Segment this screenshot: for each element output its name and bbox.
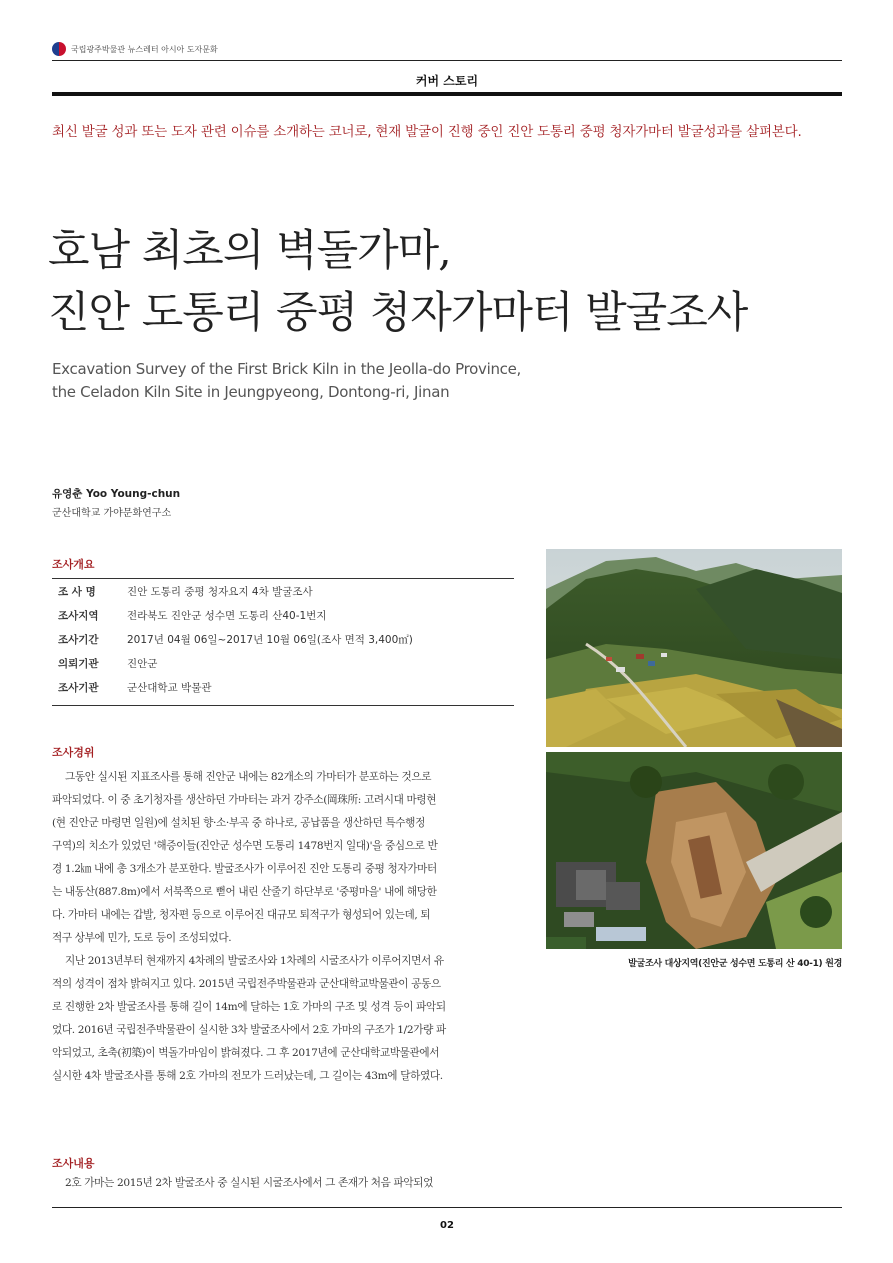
body-line: 지난 2013년부터 현재까지 4차례의 발굴조사와 1차례의 시굴조사가 이루어지면서 유 <box>65 955 444 967</box>
body-line: (현 진안군 마령면 일원)에 설치된 향·소·부곡 중 하나로, 공납품을 생산하던 특수행정 <box>52 817 425 829</box>
body-line: 악되었고, 초축(初築)이 벽돌가마임이 밝혀졌다. 그 후 2017년에 군산대학교박물관에서 <box>52 1047 440 1059</box>
overview-row <box>52 675 514 699</box>
body-line: 로 진행한 2차 발굴조사를 통해 길이 14m에 달하는 1호 가마의 구조 및 성격 등이 파악되 <box>52 1001 446 1013</box>
body-line: 2호 가마는 2015년 2차 발굴조사 중 실시된 시굴조사에서 그 존재가 처음 파악되었 <box>65 1177 434 1189</box>
photo-caption: 발굴조사 대상지역(진안군 성수면 도통리 산 40-1) 원경 <box>628 959 842 969</box>
history-heading: 조사경위 <box>52 746 95 759</box>
body-line: 는 내동산(887.8m)에서 서북쪽으로 뻗어 내린 산줄기 하단부로 '중평마을' 내에 해당한 <box>52 886 437 898</box>
overview-key: 조 사 명 <box>58 585 96 598</box>
title-line-2: 진안 도통리 중평 청자가마터 발굴조사 <box>48 288 748 338</box>
body-line: 실시한 4차 발굴조사를 통해 2호 가마의 전모가 드러났는데, 그 길이는 43m에 달하였다. <box>52 1070 443 1082</box>
header-divider <box>52 60 842 61</box>
publication-name: 국립광주박물관 뉴스레터 아시아 도자문화 <box>71 44 218 54</box>
author-name: 유영춘 Yoo Young-chun <box>52 488 181 500</box>
section-divider <box>52 92 842 96</box>
overview-row <box>52 651 514 675</box>
section-label: 커버 스토리 <box>415 74 479 88</box>
subtitle-line-1: Excavation Survey of the First Brick Kiln in the Jeolla-do Province, <box>52 360 522 378</box>
content-body <box>52 1172 516 1195</box>
overview-value: 전라북도 진안군 성수면 도통리 산40-1번지 <box>127 609 327 622</box>
overview-heading: 조사개요 <box>52 558 95 571</box>
content-heading: 조사내용 <box>52 1157 95 1170</box>
body-line: 적구 상부에 민가, 도로 등이 조성되었다. <box>52 932 232 944</box>
excavation-site-photo <box>546 752 842 949</box>
footer-divider <box>52 1207 842 1208</box>
overview-value: 2017년 04월 06일~2017년 10월 06일(조사 면적 3,400㎡) <box>127 633 413 646</box>
overview-row <box>52 603 514 627</box>
body-line: 파악되었다. 이 중 초기청자를 생산하던 가마터는 과거 강주소(岡珠所: 고려시대 마령현 <box>52 794 437 806</box>
overview-key: 조사지역 <box>58 609 99 622</box>
overview-table <box>52 578 514 706</box>
page-number: 02 <box>440 1220 454 1231</box>
overview-key: 조사기관 <box>58 681 99 694</box>
body-line: 적의 성격이 점차 밝혀지고 있다. 2015년 국립전주박물관과 군산대학교박물관이 공동으 <box>52 978 441 990</box>
page-header <box>52 38 842 60</box>
title-line-1: 호남 최초의 벽돌가마, <box>48 226 451 276</box>
overview-key: 조사기간 <box>58 633 99 646</box>
overview-row <box>52 627 514 651</box>
history-body <box>52 766 516 1088</box>
overview-value: 군산대학교 박물관 <box>127 681 212 694</box>
overview-value: 진안 도통리 중평 청자요지 4차 발굴조사 <box>127 585 313 598</box>
subtitle-line-2: the Celadon Kiln Site in Jeungpyeong, Dontong-ri, Jinan <box>52 383 450 401</box>
overview-row <box>52 579 514 603</box>
body-line: 다. 가마터 내에는 갑발, 청자편 등으로 이루어진 대규모 퇴적구가 형성되어 있는데, 퇴 <box>52 909 431 921</box>
article-title <box>48 220 848 344</box>
body-line: 경 1.2㎞ 내에 총 3개소가 분포한다. 발굴조사가 이루어진 진안 도통리 중평 청자가마터 <box>52 863 437 875</box>
government-emblem-icon <box>52 42 66 56</box>
body-line: 었다. 2016년 국립전주박물관이 실시한 3차 발굴조사에서 2호 가마의 구조가 1/2가량 파 <box>52 1024 446 1036</box>
body-line: 그동안 실시된 지표조사를 통해 진안군 내에는 82개소의 가마터가 분포하는 것으로 <box>65 771 432 783</box>
landscape-photo <box>546 549 842 747</box>
overview-key: 의뢰기관 <box>58 657 99 670</box>
body-line: 구역)의 치소가 있었던 '해증이들(진안군 성수면 도통리 1478번지 일대)'을 중심으로 반 <box>52 840 438 852</box>
overview-value: 진안군 <box>127 657 158 670</box>
author-affiliation: 군산대학교 가야문화연구소 <box>52 508 172 519</box>
article-subtitle <box>52 358 612 404</box>
intro-text: 최신 발굴 성과 또는 도자 관련 이슈를 소개하는 코너로, 현재 발굴이 진행 중인 진안 도통리 중평 청자가마터 발굴성과를 살펴본다. <box>52 124 802 140</box>
overview-bottom-rule <box>52 705 514 706</box>
